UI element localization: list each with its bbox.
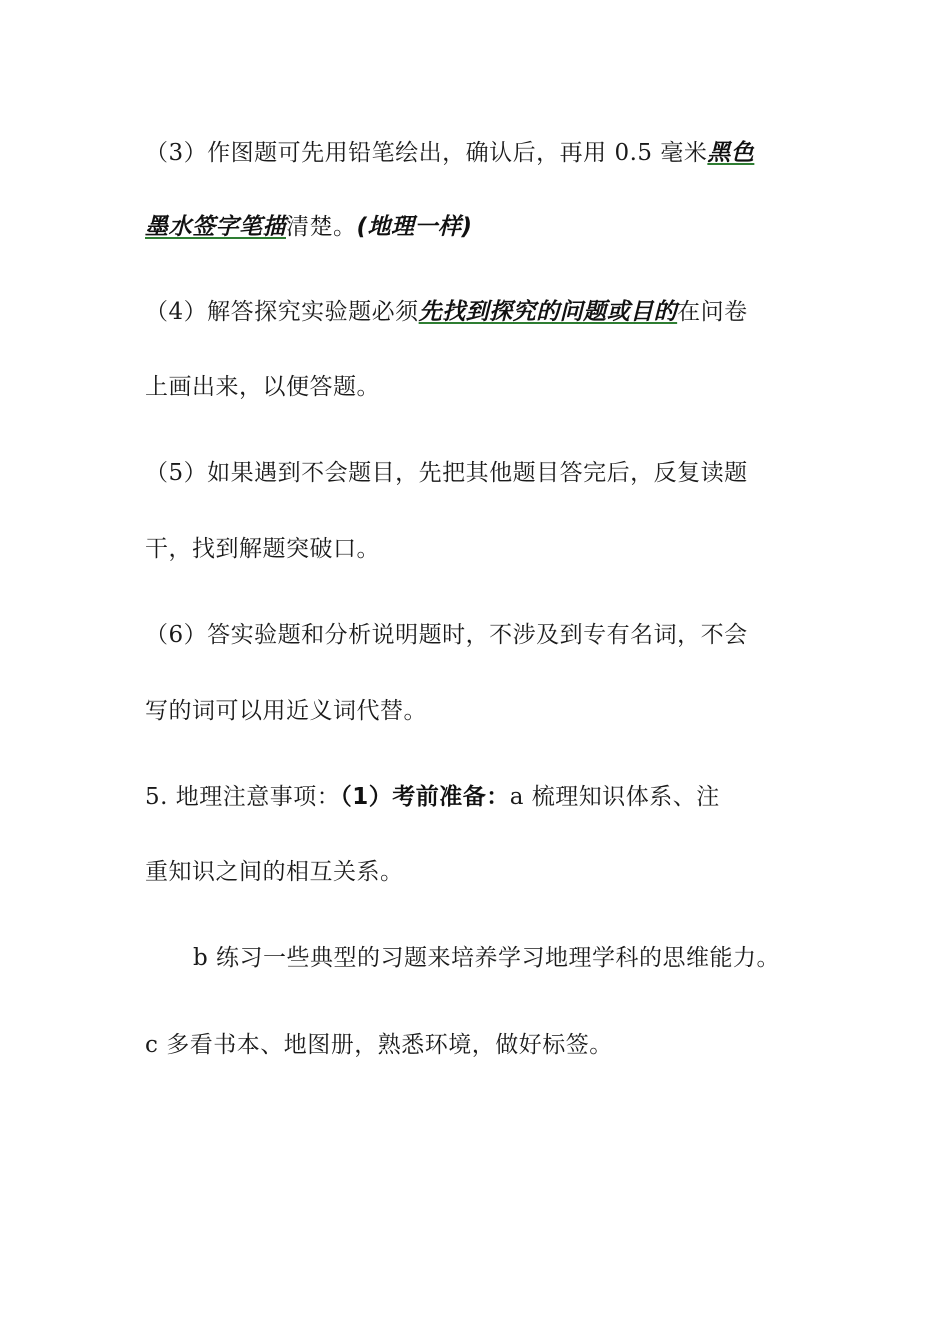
- item-3-highlight-continued: 墨水签字笔描: [145, 214, 286, 240]
- geography-heading-line: [145, 782, 720, 812]
- item-5-text: （5）如果遇到不会题目，先把其他题目答完后，反复读题: [145, 460, 748, 486]
- item-4-line-1: [145, 297, 748, 327]
- item-3-note: (地理一样): [356, 214, 473, 240]
- item-3-text-continued: 清楚。: [286, 214, 357, 240]
- item-3-line-1: [145, 138, 754, 168]
- item-5-text-continued: 干，找到解题突破口。: [145, 536, 380, 562]
- item-4-line-2: [145, 372, 380, 402]
- item-5-line-1: [145, 458, 748, 488]
- item-3-text: （3）作图题可先用铅笔绘出，确认后，再用 0.5 毫米: [145, 140, 708, 166]
- geography-subheading: （1）考前准备：: [340, 784, 510, 810]
- item-4-highlight: 先找到探究的问题或目的: [418, 299, 678, 325]
- item-4-text-continued: 上画出来，以便答题。: [145, 374, 380, 400]
- item-4-tail: 在问卷: [677, 299, 748, 325]
- item-6-line-2: [145, 696, 427, 726]
- geography-line-2: [145, 857, 404, 887]
- item-5-line-2: [145, 534, 380, 564]
- item-3-highlight: 黑色: [707, 140, 755, 166]
- geography-point-a-continued: 重知识之间的相互关系。: [145, 859, 404, 885]
- geography-line-4: [145, 1030, 613, 1060]
- geography-heading: 5. 地理注意事项：: [145, 784, 341, 810]
- item-6-line-1: [145, 620, 748, 650]
- item-6-text: （6）答实验题和分析说明题时，不涉及到专有名词，不会: [145, 622, 748, 648]
- geography-point-b: b 练习一些典型的习题来培养学习地理学科的思维能力。: [193, 945, 781, 971]
- item-4-text: （4）解答探究实验题必须: [145, 299, 419, 325]
- geography-line-3: [193, 943, 780, 973]
- item-3-line-2: [145, 212, 473, 242]
- item-6-text-continued: 写的词可以用近义词代替。: [145, 698, 427, 724]
- geography-point-a: a 梳理知识体系、注: [509, 784, 720, 810]
- geography-point-c: c 多看书本、地图册，熟悉环境，做好标签。: [145, 1032, 613, 1058]
